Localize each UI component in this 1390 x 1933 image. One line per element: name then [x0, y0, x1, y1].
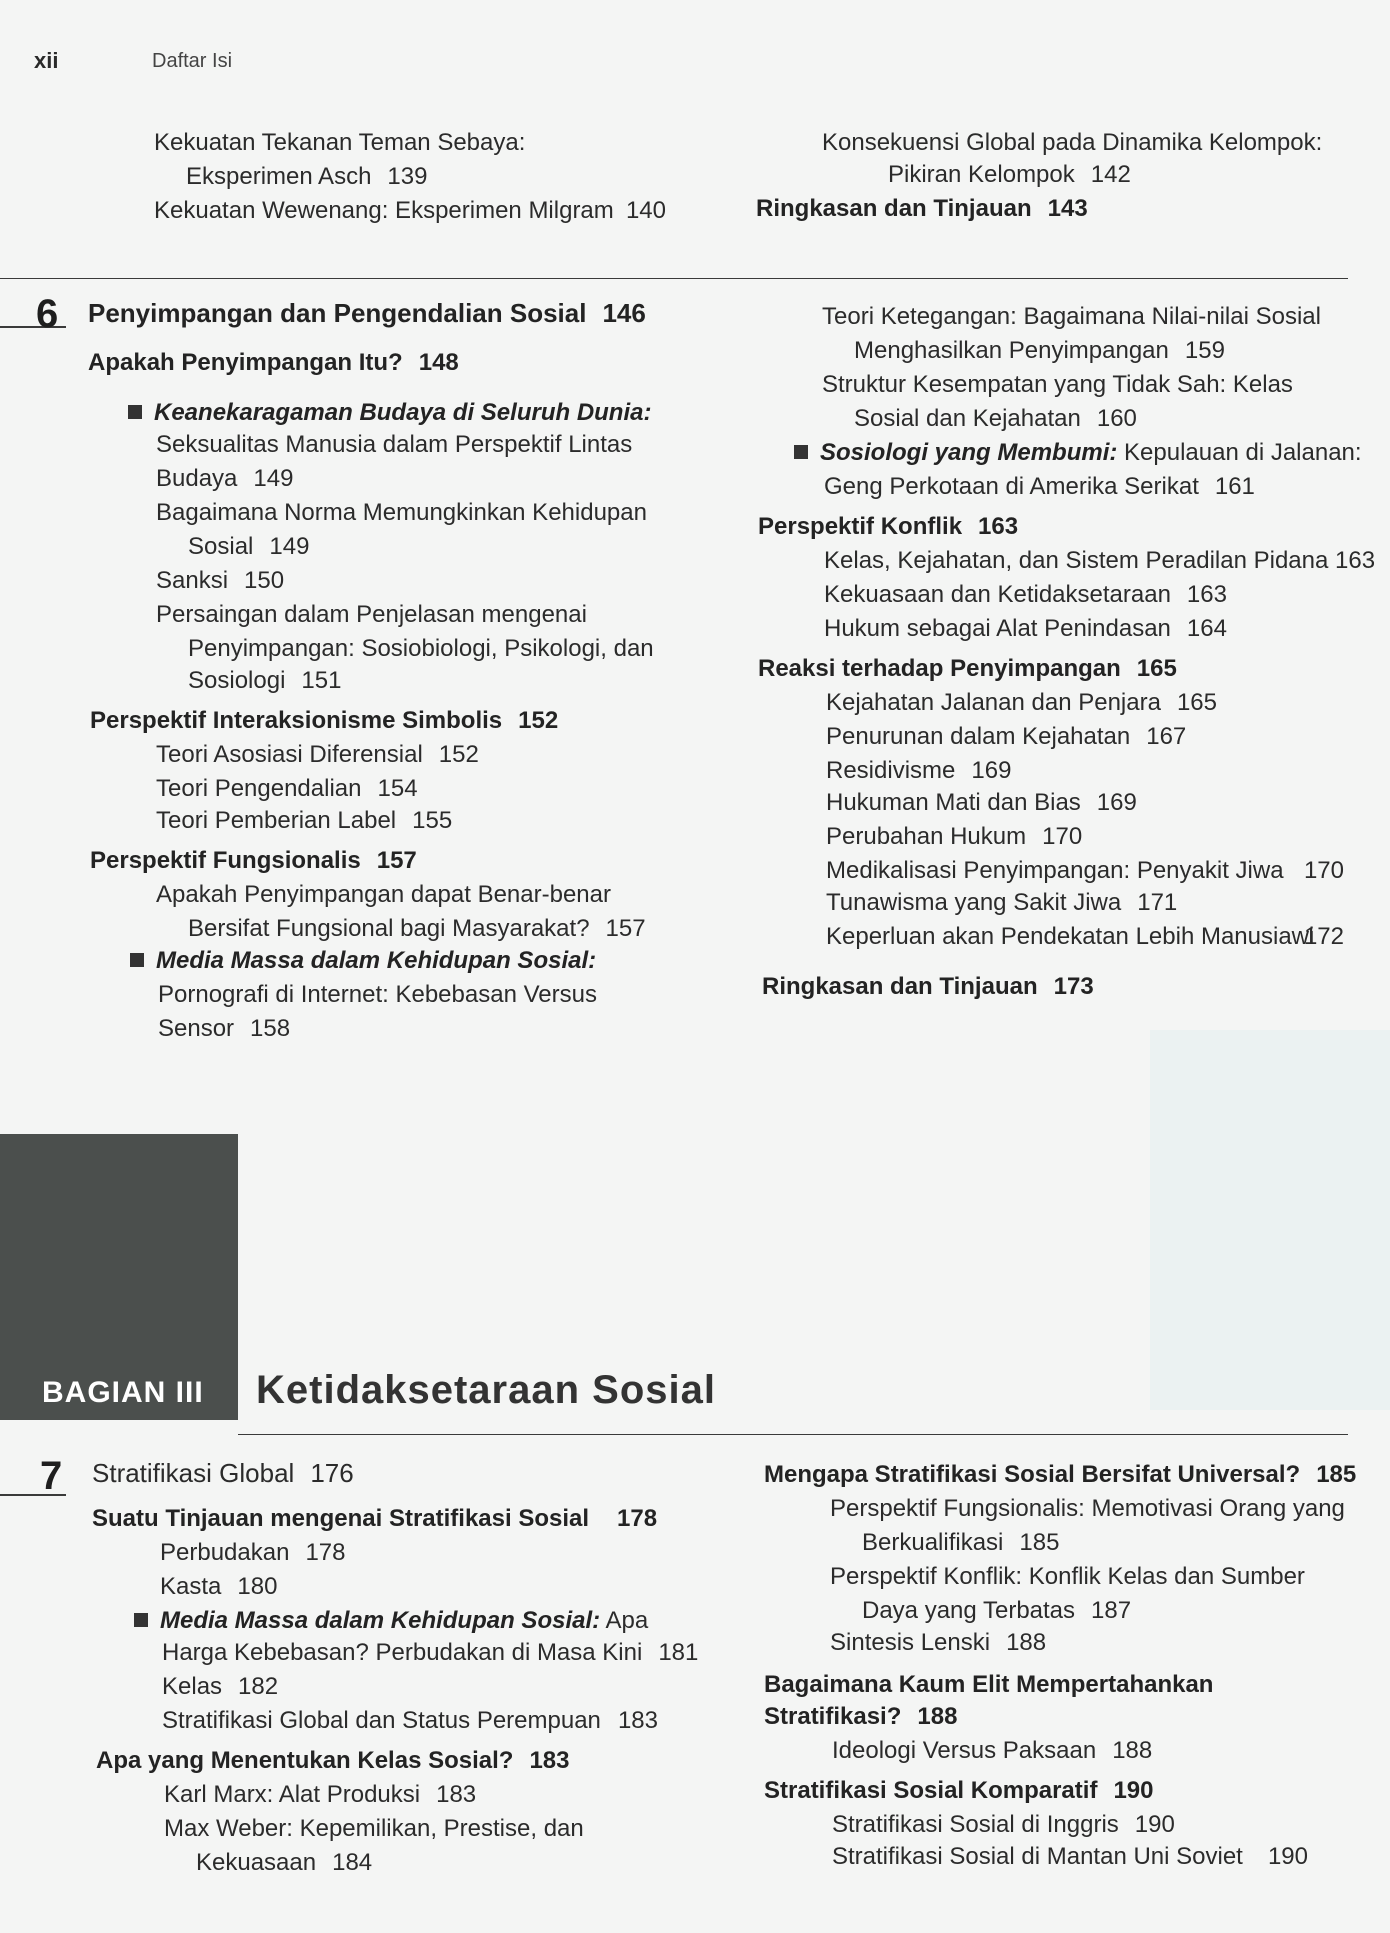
divider: [238, 1434, 1348, 1435]
toc-section: Reaksi terhadap Penyimpangan 165: [758, 655, 1177, 682]
background-tint: [1150, 1030, 1390, 1410]
toc-entry: Kekuatan Wewenang: Eksperimen Milgram 140: [154, 197, 666, 224]
toc-entry: Keperluan akan Pendekatan Lebih Manusiawi 172: [826, 923, 1344, 950]
toc-entry: Sensor 158: [158, 1015, 291, 1042]
toc-entry: Eksperimen Asch 139: [186, 163, 428, 190]
toc-entry: Stratifikasi Sosial di Inggris 190: [832, 1811, 1175, 1838]
toc-feature: Media Massa dalam Kehidupan Sosial:: [130, 946, 596, 976]
toc-entry: Daya yang Terbatas 187: [862, 1597, 1132, 1624]
part-label: BAGIAN III: [42, 1376, 204, 1409]
toc-entry: Sosial dan Kejahatan 160: [854, 405, 1137, 432]
toc-section: Stratifikasi? 188: [764, 1703, 958, 1730]
toc-entry: Kejahatan Jalanan dan Penjara 165: [826, 689, 1217, 716]
chapter-title: Penyimpangan dan Pengendalian Sosial 146: [88, 298, 646, 328]
toc-entry: Stratifikasi Sosial di Mantan Uni Soviet 190: [832, 1843, 1308, 1870]
toc-entry: Persaingan dalam Penjelasan mengenai: [156, 601, 587, 628]
toc-entry: Kasta 180: [160, 1573, 278, 1600]
toc-entry: Pornografi di Internet: Kebebasan Versus: [158, 981, 597, 1008]
toc-section: Apakah Penyimpangan Itu? 148: [88, 349, 459, 376]
toc-entry: Max Weber: Kepemilikan, Prestise, dan: [164, 1815, 584, 1842]
toc-entry: Sanksi 150: [156, 567, 285, 594]
toc-feature: Media Massa dalam Kehidupan Sosial: Apa: [134, 1606, 648, 1636]
bullet-icon: [794, 445, 808, 459]
toc-entry: Hukum sebagai Alat Penindasan 164: [824, 615, 1227, 642]
toc-entry: Perbudakan 178: [160, 1539, 346, 1566]
chapter-title: Stratifikasi Global 176: [92, 1458, 354, 1488]
toc-entry: Penyimpangan: Sosiobiologi, Psikologi, dan: [188, 635, 654, 662]
toc-entry: Perspektif Konflik: Konflik Kelas dan Sumber: [830, 1563, 1305, 1590]
toc-entry: Berkualifikasi 185: [862, 1529, 1060, 1556]
toc-entry: Budaya 149: [156, 465, 294, 492]
toc-entry: Teori Pengendalian 154: [156, 775, 418, 802]
toc-entry: Residivisme 169: [826, 757, 1012, 784]
toc-entry: Konsekuensi Global pada Dinamika Kelompok:: [822, 129, 1323, 156]
bullet-icon: [128, 405, 142, 419]
toc-entry: Apakah Penyimpangan dapat Benar-benar: [156, 881, 611, 908]
toc-entry: Sosial 149: [188, 533, 310, 560]
toc-entry: Struktur Kesempatan yang Tidak Sah: Kelas: [822, 371, 1293, 398]
toc-entry: Penurunan dalam Kejahatan 167: [826, 723, 1187, 750]
toc-section: Suatu Tinjauan mengenai Stratifikasi Sosial 178: [92, 1505, 658, 1532]
chapter-number: 6: [36, 292, 59, 336]
toc-entry: Bersifat Fungsional bagi Masyarakat? 157: [188, 915, 646, 942]
toc-entry: Kekuasaan 184: [196, 1849, 373, 1876]
toc-entry: Hukuman Mati dan Bias 169: [826, 789, 1137, 816]
toc-section: Stratifikasi Sosial Komparatif 190: [764, 1777, 1154, 1804]
toc-entry: Kekuasaan dan Ketidaksetaraan 163: [824, 581, 1227, 608]
toc-entry: Stratifikasi Global dan Status Perempuan 183: [162, 1707, 658, 1734]
bullet-icon: [134, 1613, 148, 1627]
toc-entry: Harga Kebebasan? Perbudakan di Masa Kini 181: [162, 1639, 699, 1666]
toc-feature: Keanekaragaman Budaya di Seluruh Dunia:: [128, 398, 651, 428]
bullet-icon: [130, 953, 144, 967]
toc-entry: Teori Asosiasi Diferensial 152: [156, 741, 479, 768]
toc-entry: Sosiologi 151: [188, 667, 342, 694]
toc-entry: Bagaimana Norma Memungkinkan Kehidupan: [156, 499, 647, 526]
toc-entry: Perspektif Fungsionalis: Memotivasi Orang yang: [830, 1495, 1345, 1522]
toc-entry: Medikalisasi Penyimpangan: Penyakit Jiwa 170: [826, 857, 1344, 884]
toc-section: Perspektif Fungsionalis 157: [90, 847, 417, 874]
toc-entry: Teori Pemberian Label 155: [156, 807, 453, 834]
chapter-number: 7: [40, 1454, 63, 1498]
toc-entry: Kelas, Kejahatan, dan Sistem Peradilan Pidana 163: [824, 547, 1376, 574]
toc-section: Ringkasan dan Tinjauan 173: [762, 973, 1094, 1000]
toc-entry: Sintesis Lenski 188: [830, 1629, 1047, 1656]
toc-entry: Perubahan Hukum 170: [826, 823, 1083, 850]
page-number: xii: [34, 48, 59, 73]
toc-section: Perspektif Interaksionisme Simbolis 152: [90, 707, 559, 734]
toc-section: Bagaimana Kaum Elit Mempertahankan: [764, 1671, 1214, 1698]
toc-entry: Geng Perkotaan di Amerika Serikat 161: [824, 473, 1255, 500]
toc-entry: Kekuatan Tekanan Teman Sebaya:: [154, 129, 526, 156]
toc-section: Ringkasan dan Tinjauan 143: [756, 195, 1088, 222]
toc-entry: Ideologi Versus Paksaan 188: [832, 1737, 1153, 1764]
toc-entry: Karl Marx: Alat Produksi 183: [164, 1781, 477, 1808]
toc-entry: Seksualitas Manusia dalam Perspektif Lintas: [156, 431, 633, 458]
toc-section: Apa yang Menentukan Kelas Sosial? 183: [96, 1747, 570, 1774]
toc-entry: Pikiran Kelompok 142: [888, 161, 1131, 188]
toc-feature: Sosiologi yang Membumi: Kepulauan di Jalanan:: [794, 438, 1362, 468]
part-title: Ketidaksetaraan Sosial: [256, 1368, 716, 1412]
running-title: Daftar Isi: [152, 50, 233, 72]
toc-section: Perspektif Konflik 163: [758, 513, 1019, 540]
toc-entry: Teori Ketegangan: Bagaimana Nilai-nilai Sosial: [822, 303, 1321, 330]
toc-entry: Tunawisma yang Sakit Jiwa 171: [826, 889, 1178, 916]
toc-entry: Kelas 182: [162, 1673, 279, 1700]
toc-entry: Menghasilkan Penyimpangan 159: [854, 337, 1225, 364]
divider: [0, 278, 1348, 279]
toc-section: Mengapa Stratifikasi Sosial Bersifat Universal? 185: [764, 1461, 1357, 1488]
